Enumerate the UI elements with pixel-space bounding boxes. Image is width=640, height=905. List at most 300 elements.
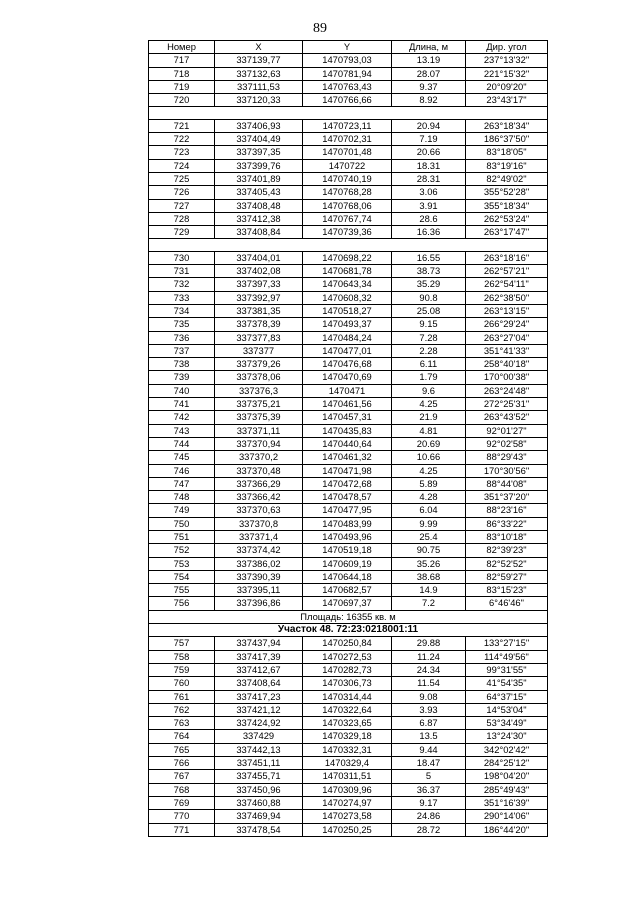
cell-direction-angle: 285°49'43" [466, 783, 548, 796]
cell-length: 28.31 [392, 172, 466, 185]
cell-y: 1470643,34 [303, 278, 392, 291]
cell-direction-angle: 263°43'52" [466, 411, 548, 424]
cell-x: 337120,33 [215, 94, 303, 107]
table-row [149, 358, 548, 371]
cell-length: 7.19 [392, 133, 466, 146]
cell-direction-angle: 88°44'08" [466, 477, 548, 490]
cell-y: 1470518,27 [303, 304, 392, 317]
header-number: Номер [149, 41, 215, 54]
header-direction-angle: Дир. угол [466, 41, 548, 54]
cell-y: 1470763,43 [303, 80, 392, 93]
cell-length: 90.75 [392, 544, 466, 557]
cell-number: 759 [149, 663, 215, 676]
cell-y: 1470698,22 [303, 251, 392, 264]
cell-y: 1470793,03 [303, 54, 392, 67]
cell-x: 337437,94 [215, 637, 303, 650]
cell-x: 337455,71 [215, 770, 303, 783]
cell-y: 1470644,18 [303, 570, 392, 583]
table-row [149, 80, 548, 93]
cell-length: 18.31 [392, 159, 466, 172]
separator-cell [149, 239, 548, 251]
cell-length: 4.25 [392, 464, 466, 477]
cell-x: 337378,06 [215, 371, 303, 384]
cell-direction-angle: 64°37'15" [466, 690, 548, 703]
cell-x: 337377,83 [215, 331, 303, 344]
table-row [149, 54, 548, 67]
cell-y: 1470471 [303, 384, 392, 397]
cell-y: 1470461,56 [303, 398, 392, 411]
table-row [149, 544, 548, 557]
cell-y: 1470767,74 [303, 212, 392, 225]
table-row [149, 384, 548, 397]
cell-direction-angle: 351°16'39" [466, 796, 548, 809]
cell-direction-angle: 41°54'35" [466, 677, 548, 690]
cell-direction-angle: 114°49'56" [466, 650, 548, 663]
cell-direction-angle: 351°37'20" [466, 491, 548, 504]
cell-length: 11.54 [392, 677, 466, 690]
cell-x: 337399,76 [215, 159, 303, 172]
cell-number: 721 [149, 119, 215, 132]
table-row [149, 186, 548, 199]
cell-y: 1470768,06 [303, 199, 392, 212]
table-row [149, 557, 548, 570]
table-row [149, 584, 548, 597]
cell-x: 337424,92 [215, 717, 303, 730]
area-summary: Площадь: 16355 кв. м [149, 610, 548, 623]
header-length: Длина, м [392, 41, 466, 54]
cell-direction-angle: 263°13'15" [466, 304, 548, 317]
cell-number: 744 [149, 437, 215, 450]
cell-direction-angle: 86°33'22" [466, 517, 548, 530]
cell-y: 1470483,99 [303, 517, 392, 530]
cell-direction-angle: 82°52'52" [466, 557, 548, 570]
cell-y: 1470739,36 [303, 226, 392, 239]
cell-direction-angle: 263°18'34" [466, 119, 548, 132]
cell-y: 1470519,18 [303, 544, 392, 557]
cell-x: 337460,88 [215, 796, 303, 809]
cell-direction-angle: 83°10'18" [466, 530, 548, 543]
cell-x: 337402,08 [215, 265, 303, 278]
cell-x: 337401,89 [215, 172, 303, 185]
cell-number: 733 [149, 291, 215, 304]
cell-number: 746 [149, 464, 215, 477]
cell-y: 1470484,24 [303, 331, 392, 344]
cell-direction-angle: 92°01'27" [466, 424, 548, 437]
cell-x: 337375,21 [215, 398, 303, 411]
table-row [149, 226, 548, 239]
table-row [149, 703, 548, 716]
table-row [149, 530, 548, 543]
cell-length: 4.28 [392, 491, 466, 504]
cell-number: 754 [149, 570, 215, 583]
cell-y: 1470272,53 [303, 650, 392, 663]
table-row [149, 477, 548, 490]
table-row [149, 398, 548, 411]
cell-direction-angle: 83°19'16" [466, 159, 548, 172]
cell-y: 1470329,18 [303, 730, 392, 743]
area-summary-row [149, 610, 548, 623]
cell-number: 732 [149, 278, 215, 291]
cell-direction-angle: 284°25'12" [466, 757, 548, 770]
cell-length: 16.36 [392, 226, 466, 239]
cell-direction-angle: 92°02'58" [466, 437, 548, 450]
separator-row [149, 107, 548, 119]
cell-length: 9.99 [392, 517, 466, 530]
cell-direction-angle: 355°52'28" [466, 186, 548, 199]
cell-number: 727 [149, 199, 215, 212]
cell-number: 757 [149, 637, 215, 650]
cell-direction-angle: 262°38'50" [466, 291, 548, 304]
cell-direction-angle: 14°53'04" [466, 703, 548, 716]
cell-length: 3.06 [392, 186, 466, 199]
cell-number: 735 [149, 318, 215, 331]
cell-length: 20.69 [392, 437, 466, 450]
cell-direction-angle: 88°23'16" [466, 504, 548, 517]
cell-length: 6.11 [392, 358, 466, 371]
table-row [149, 504, 548, 517]
cell-x: 337366,42 [215, 491, 303, 504]
cell-direction-angle: 186°37'50" [466, 133, 548, 146]
cell-y: 1470314,44 [303, 690, 392, 703]
cell-length: 5 [392, 770, 466, 783]
cell-number: 738 [149, 358, 215, 371]
cell-length: 16.55 [392, 251, 466, 264]
cell-length: 38.68 [392, 570, 466, 583]
cell-y: 1470766,66 [303, 94, 392, 107]
cell-length: 3.91 [392, 199, 466, 212]
cell-length: 1.79 [392, 371, 466, 384]
cell-x: 337111,53 [215, 80, 303, 93]
cell-number: 741 [149, 398, 215, 411]
cell-x: 337478,54 [215, 823, 303, 836]
cell-y: 1470722 [303, 159, 392, 172]
parcel-heading: Участок 48. 72:23:0218001:11 [149, 624, 548, 637]
table-row [149, 570, 548, 583]
cell-number: 724 [149, 159, 215, 172]
cell-x: 337396,86 [215, 597, 303, 610]
table-row [149, 743, 548, 756]
page-number: 89 [313, 21, 327, 36]
cell-y: 1470781,94 [303, 67, 392, 80]
cell-y: 1470471,98 [303, 464, 392, 477]
cell-direction-angle: 342°02'42" [466, 743, 548, 756]
cell-y: 1470457,31 [303, 411, 392, 424]
cell-length: 9.08 [392, 690, 466, 703]
cell-length: 90.8 [392, 291, 466, 304]
cell-y: 1470309,96 [303, 783, 392, 796]
cell-x: 337366,29 [215, 477, 303, 490]
cell-y: 1470435,83 [303, 424, 392, 437]
cell-y: 1470476,68 [303, 358, 392, 371]
cell-number: 752 [149, 544, 215, 557]
table-row [149, 172, 548, 185]
cell-number: 720 [149, 94, 215, 107]
cell-x: 337392,97 [215, 291, 303, 304]
cell-x: 337404,49 [215, 133, 303, 146]
cell-direction-angle: 262°57'21" [466, 265, 548, 278]
cell-y: 1470274,97 [303, 796, 392, 809]
cell-y: 1470461,32 [303, 451, 392, 464]
table-row [149, 650, 548, 663]
cell-length: 25.4 [392, 530, 466, 543]
cell-length: 24.86 [392, 810, 466, 823]
cell-length: 28.07 [392, 67, 466, 80]
cell-y: 1470701,48 [303, 146, 392, 159]
cell-x: 337408,48 [215, 199, 303, 212]
cell-direction-angle: 53°34'49" [466, 717, 548, 730]
cell-y: 1470250,84 [303, 637, 392, 650]
cell-direction-angle: 351°41'33" [466, 344, 548, 357]
cell-y: 1470282,73 [303, 663, 392, 676]
cell-y: 1470723,11 [303, 119, 392, 132]
cell-number: 763 [149, 717, 215, 730]
cell-y: 1470306,73 [303, 677, 392, 690]
table-row [149, 371, 548, 384]
cell-direction-angle: 170°00'38" [466, 371, 548, 384]
cell-length: 28.6 [392, 212, 466, 225]
table-row [149, 146, 548, 159]
cell-y: 1470311,51 [303, 770, 392, 783]
cell-number: 739 [149, 371, 215, 384]
cell-y: 1470493,37 [303, 318, 392, 331]
cell-length: 35.26 [392, 557, 466, 570]
cell-x: 337412,67 [215, 663, 303, 676]
cell-number: 737 [149, 344, 215, 357]
cell-number: 726 [149, 186, 215, 199]
separator-cell [149, 107, 548, 119]
cell-length: 2.28 [392, 344, 466, 357]
cell-y: 1470682,57 [303, 584, 392, 597]
cell-x: 337378,39 [215, 318, 303, 331]
cell-direction-angle: 82°59'27" [466, 570, 548, 583]
cell-number: 745 [149, 451, 215, 464]
cell-x: 337397,33 [215, 278, 303, 291]
cell-length: 4.81 [392, 424, 466, 437]
cell-number: 719 [149, 80, 215, 93]
cell-direction-angle: 262°54'11" [466, 278, 548, 291]
cell-length: 13.19 [392, 54, 466, 67]
cell-number: 718 [149, 67, 215, 80]
cell-x: 337442,13 [215, 743, 303, 756]
cell-number: 748 [149, 491, 215, 504]
cell-x: 337408,64 [215, 677, 303, 690]
cell-x: 337381,35 [215, 304, 303, 317]
cell-number: 747 [149, 477, 215, 490]
cell-number: 756 [149, 597, 215, 610]
cell-number: 749 [149, 504, 215, 517]
cell-length: 20.66 [392, 146, 466, 159]
cell-x: 337450,96 [215, 783, 303, 796]
table-row [149, 411, 548, 424]
cell-length: 6.87 [392, 717, 466, 730]
table-row [149, 94, 548, 107]
cell-y: 1470470,69 [303, 371, 392, 384]
table-row [149, 344, 548, 357]
table-row [149, 796, 548, 809]
cell-x: 337451,11 [215, 757, 303, 770]
cell-x: 337375,39 [215, 411, 303, 424]
cell-number: 723 [149, 146, 215, 159]
cell-length: 28.72 [392, 823, 466, 836]
table-row [149, 517, 548, 530]
cell-y: 1470332,31 [303, 743, 392, 756]
cell-number: 742 [149, 411, 215, 424]
cell-y: 1470609,19 [303, 557, 392, 570]
cell-x: 337370,63 [215, 504, 303, 517]
cell-x: 337379,26 [215, 358, 303, 371]
cell-x: 337417,23 [215, 690, 303, 703]
cell-y: 1470681,78 [303, 265, 392, 278]
cell-direction-angle: 272°25'31" [466, 398, 548, 411]
cell-length: 9.37 [392, 80, 466, 93]
table-row [149, 133, 548, 146]
table-row [149, 119, 548, 132]
cell-length: 7.2 [392, 597, 466, 610]
coordinates-table [148, 40, 548, 837]
cell-x: 337370,94 [215, 437, 303, 450]
cell-number: 767 [149, 770, 215, 783]
cell-number: 750 [149, 517, 215, 530]
table-row [149, 304, 548, 317]
table-row [149, 597, 548, 610]
cell-direction-angle: 263°24'48" [466, 384, 548, 397]
cell-x: 337408,84 [215, 226, 303, 239]
cell-y: 1470250,25 [303, 823, 392, 836]
cell-length: 7.28 [392, 331, 466, 344]
table-row [149, 757, 548, 770]
cell-x: 337371,11 [215, 424, 303, 437]
cell-length: 21.9 [392, 411, 466, 424]
cell-x: 337397,35 [215, 146, 303, 159]
cell-length: 35.29 [392, 278, 466, 291]
cell-length: 38.73 [392, 265, 466, 278]
table-row [149, 331, 548, 344]
cell-direction-angle: 170°30'56" [466, 464, 548, 477]
cell-number: 729 [149, 226, 215, 239]
cell-length: 24.34 [392, 663, 466, 676]
cell-y: 1470329,4 [303, 757, 392, 770]
cell-direction-angle: 83°15'23" [466, 584, 548, 597]
cell-length: 36.37 [392, 783, 466, 796]
table-row [149, 491, 548, 504]
cell-direction-angle: 355°18'34" [466, 199, 548, 212]
table-row [149, 783, 548, 796]
cell-x: 337390,39 [215, 570, 303, 583]
cell-direction-angle: 237°13'32" [466, 54, 548, 67]
cell-direction-angle: 186°44'20" [466, 823, 548, 836]
cell-length: 10.66 [392, 451, 466, 464]
cell-length: 9.15 [392, 318, 466, 331]
cell-x: 337377 [215, 344, 303, 357]
cell-x: 337374,42 [215, 544, 303, 557]
table-row [149, 424, 548, 437]
cell-direction-angle: 6°46'46" [466, 597, 548, 610]
cell-x: 337395,11 [215, 584, 303, 597]
cell-number: 761 [149, 690, 215, 703]
table-row [149, 730, 548, 743]
cell-x: 337421,12 [215, 703, 303, 716]
table-row [149, 212, 548, 225]
cell-x: 337370,48 [215, 464, 303, 477]
cell-length: 14.9 [392, 584, 466, 597]
cell-direction-angle: 198°04'20" [466, 770, 548, 783]
cell-number: 717 [149, 54, 215, 67]
table-row [149, 291, 548, 304]
cell-number: 770 [149, 810, 215, 823]
header-y: Y [303, 41, 392, 54]
cell-direction-angle: 20°09'20" [466, 80, 548, 93]
cell-number: 722 [149, 133, 215, 146]
table-row [149, 451, 548, 464]
cell-direction-angle: 83°18'05" [466, 146, 548, 159]
cell-x: 337429 [215, 730, 303, 743]
cell-direction-angle: 266°29'24" [466, 318, 548, 331]
cell-direction-angle: 262°53'24" [466, 212, 548, 225]
cell-y: 1470697,37 [303, 597, 392, 610]
cell-number: 734 [149, 304, 215, 317]
cell-x: 337406,93 [215, 119, 303, 132]
cell-length: 9.44 [392, 743, 466, 756]
cell-length: 9.6 [392, 384, 466, 397]
table-row [149, 810, 548, 823]
cell-number: 728 [149, 212, 215, 225]
cell-x: 337386,02 [215, 557, 303, 570]
cell-length: 6.04 [392, 504, 466, 517]
table-row [149, 823, 548, 836]
cell-y: 1470768,28 [303, 186, 392, 199]
cell-number: 731 [149, 265, 215, 278]
cell-x: 337371,4 [215, 530, 303, 543]
cell-y: 1470477,95 [303, 504, 392, 517]
cell-y: 1470740,19 [303, 172, 392, 185]
table-row [149, 663, 548, 676]
cell-length: 18.47 [392, 757, 466, 770]
cell-y: 1470493,96 [303, 530, 392, 543]
table-row [149, 677, 548, 690]
cell-length: 4.25 [392, 398, 466, 411]
cell-x: 337139,77 [215, 54, 303, 67]
cell-length: 3.93 [392, 703, 466, 716]
cell-x: 337376,3 [215, 384, 303, 397]
cell-length: 11.24 [392, 650, 466, 663]
cell-direction-angle: 99°31'55" [466, 663, 548, 676]
cell-direction-angle: 82°39'23" [466, 544, 548, 557]
cell-number: 755 [149, 584, 215, 597]
table-body [149, 54, 548, 837]
separator-row [149, 239, 548, 251]
cell-direction-angle: 82°49'02" [466, 172, 548, 185]
cell-direction-angle: 263°27'04" [466, 331, 548, 344]
table-row [149, 278, 548, 291]
cell-number: 764 [149, 730, 215, 743]
cell-number: 730 [149, 251, 215, 264]
cell-direction-angle: 263°18'16" [466, 251, 548, 264]
cell-number: 760 [149, 677, 215, 690]
cell-y: 1470478,57 [303, 491, 392, 504]
cell-x: 337132,63 [215, 67, 303, 80]
cell-direction-angle: 258°40'18" [466, 358, 548, 371]
cell-length: 5.89 [392, 477, 466, 490]
table-header-row [149, 41, 548, 54]
cell-length: 9.17 [392, 796, 466, 809]
table-row [149, 251, 548, 264]
cell-direction-angle: 221°15'32" [466, 67, 548, 80]
cell-y: 1470472,68 [303, 477, 392, 490]
cell-x: 337405,43 [215, 186, 303, 199]
cell-number: 743 [149, 424, 215, 437]
table-row [149, 637, 548, 650]
table-row [149, 159, 548, 172]
